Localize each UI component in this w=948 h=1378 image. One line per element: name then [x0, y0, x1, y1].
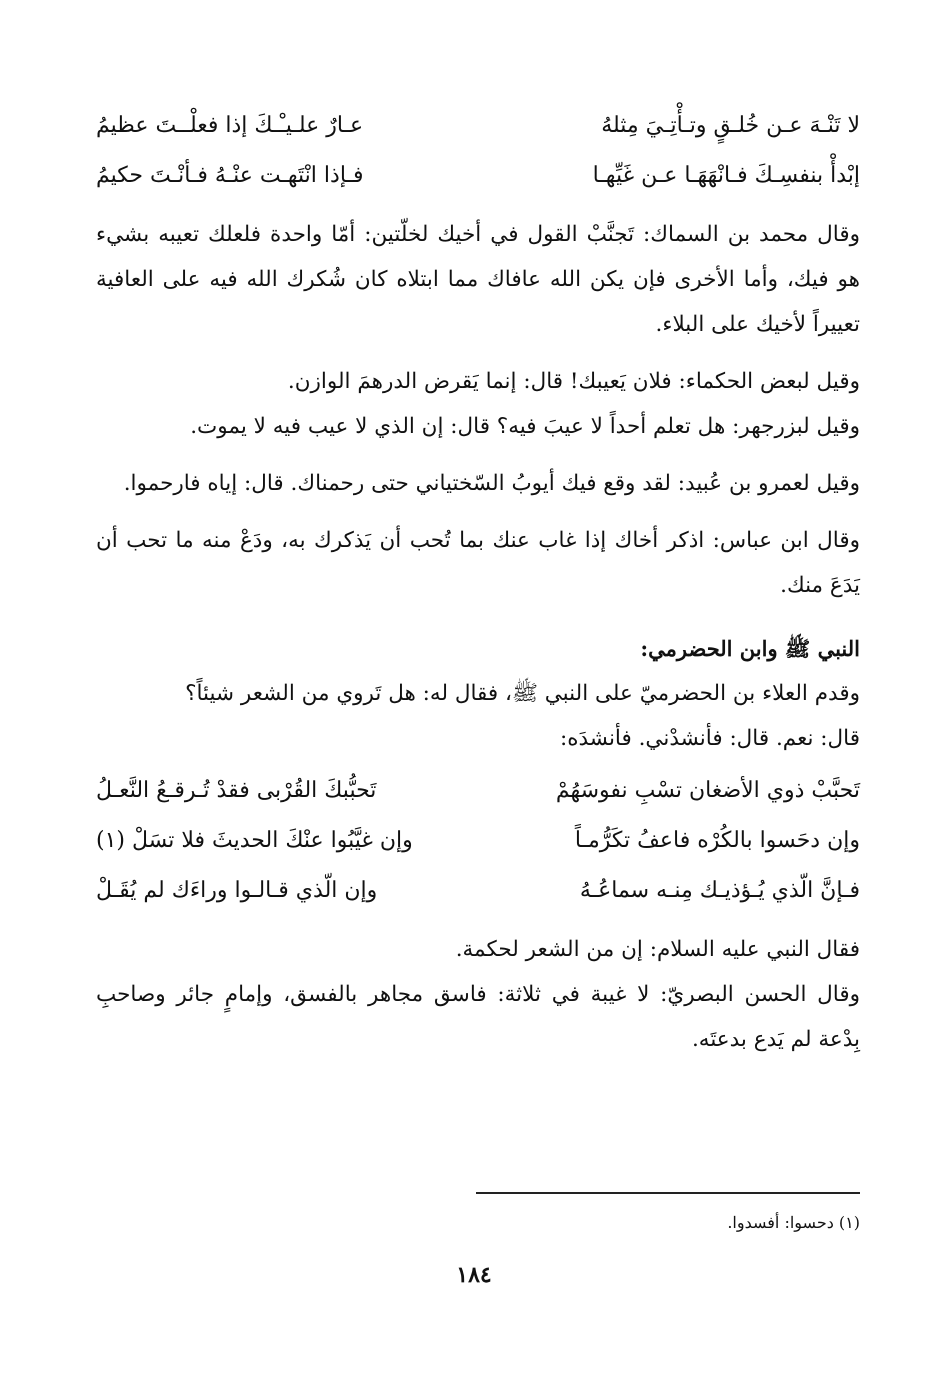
- verse-line: [96, 150, 860, 200]
- verse-line: [96, 815, 860, 865]
- page-number: ١٨٤: [456, 1262, 492, 1288]
- verse-hemistich: فـإنَّ الّذي يُـؤذيـك مِنـه سماعُـهُ: [579, 877, 860, 903]
- verse-hemistich: وإن دحَسوا بالكُرْه فاعفُ تكَرُّمـاً: [574, 827, 860, 853]
- verse-hemistich: عـارٌ علـيـْـكَ إذا فعلْــتَ عظيمُ: [96, 112, 364, 138]
- paragraph: وقيل لعمرو بن عُبيد: لقد وقع فيك أيوبُ السّختياني حتى رحمناك. قال: إياه فارحموا.: [123, 471, 860, 496]
- verse-hemistich: إبْدأْ بنفسِـكَ فـانْهَهَـا عـن غَيِّهـا: [592, 162, 860, 188]
- footnote-divider: [476, 1192, 860, 1194]
- footnote: (١) دحسوا: أفسدوا.: [727, 1213, 860, 1232]
- verse-line: [96, 100, 860, 150]
- paragraph: وقال ابن عباس: اذكر أخاك إذا غاب عنك بما تُحب أن يَذكرك به، ودَعْ منه ما تحب أن يَدَعَ منك.: [96, 528, 860, 598]
- verses-mid: [96, 765, 860, 915]
- page-body: [96, 100, 860, 1062]
- verse-hemistich: فـإذا انْتَهـت عنْـهُ فـأنْـتَ حكيمُ: [96, 162, 364, 188]
- verse-line: [96, 865, 860, 915]
- paragraph: قال: نعم. قال: فأنشدْني. فأنشدَه:: [559, 726, 860, 751]
- paragraph: فقال النبي عليه السلام: إن من الشعر لحكمة.: [455, 937, 860, 962]
- verse-hemistich: لا تَنْـهَ عـن خُلـقٍ وتـأْتِـيَ مِثلهُ: [601, 112, 860, 138]
- verse-hemistich: وإن الّذي قـالـوا وراءَك لم يُقَـلْ: [96, 877, 378, 903]
- verse-hemistich: وإن غيَّبُوا عنْكَ الحديثَ فلا تسَلْ (١): [96, 827, 413, 853]
- paragraph: وقيل لبعض الحكماء: فلان يَعيبك! قال: إنما يَقرض الدرهمَ الوازن.: [287, 369, 860, 394]
- verse-hemistich: تَحبُّبكَ القُرْبى فقدْ تُـرقـعُ النَّعـلُ: [96, 777, 377, 803]
- paragraph: وقيل لبزرجهر: هل تعلم أحداً لا عيبَ فيه؟ قال: إن الذي لا عيب فيه لا يموت.: [190, 414, 860, 439]
- verse-line: [96, 765, 860, 815]
- section-heading: النبي ﷺ وابن الحضرمي:: [640, 636, 860, 661]
- verses-top: [96, 100, 860, 200]
- paragraph: وقال الحسن البصريّ: لا غيبة في ثلاثة: فاسق مجاهر بالفسق، وإمامٍ جائر وصاحبِ بِدْعة لم يَدع بدعتَه.: [96, 982, 860, 1052]
- paragraph: وقدم العلاء بن الحضرميّ على النبي ﷺ، فقال له: هل تَروي من الشعر شيئاً؟: [185, 681, 860, 706]
- paragraph: وقال محمد بن السماك: تَجنَّبْ القول في أخيك لخلّتين: أمّا واحدة فلعلك تعيبه بشيء هو فيك، وأما الأخرى فإن يكن الله عافاك مما ابتلاه كان شُكرك الله فيه على العافية تعييراً لأخيك على البلاء.: [96, 222, 860, 337]
- verse-hemistich: تَحبَّبْ ذوي الأضغان تسْبِ نفوسَهُمْ: [555, 777, 860, 803]
